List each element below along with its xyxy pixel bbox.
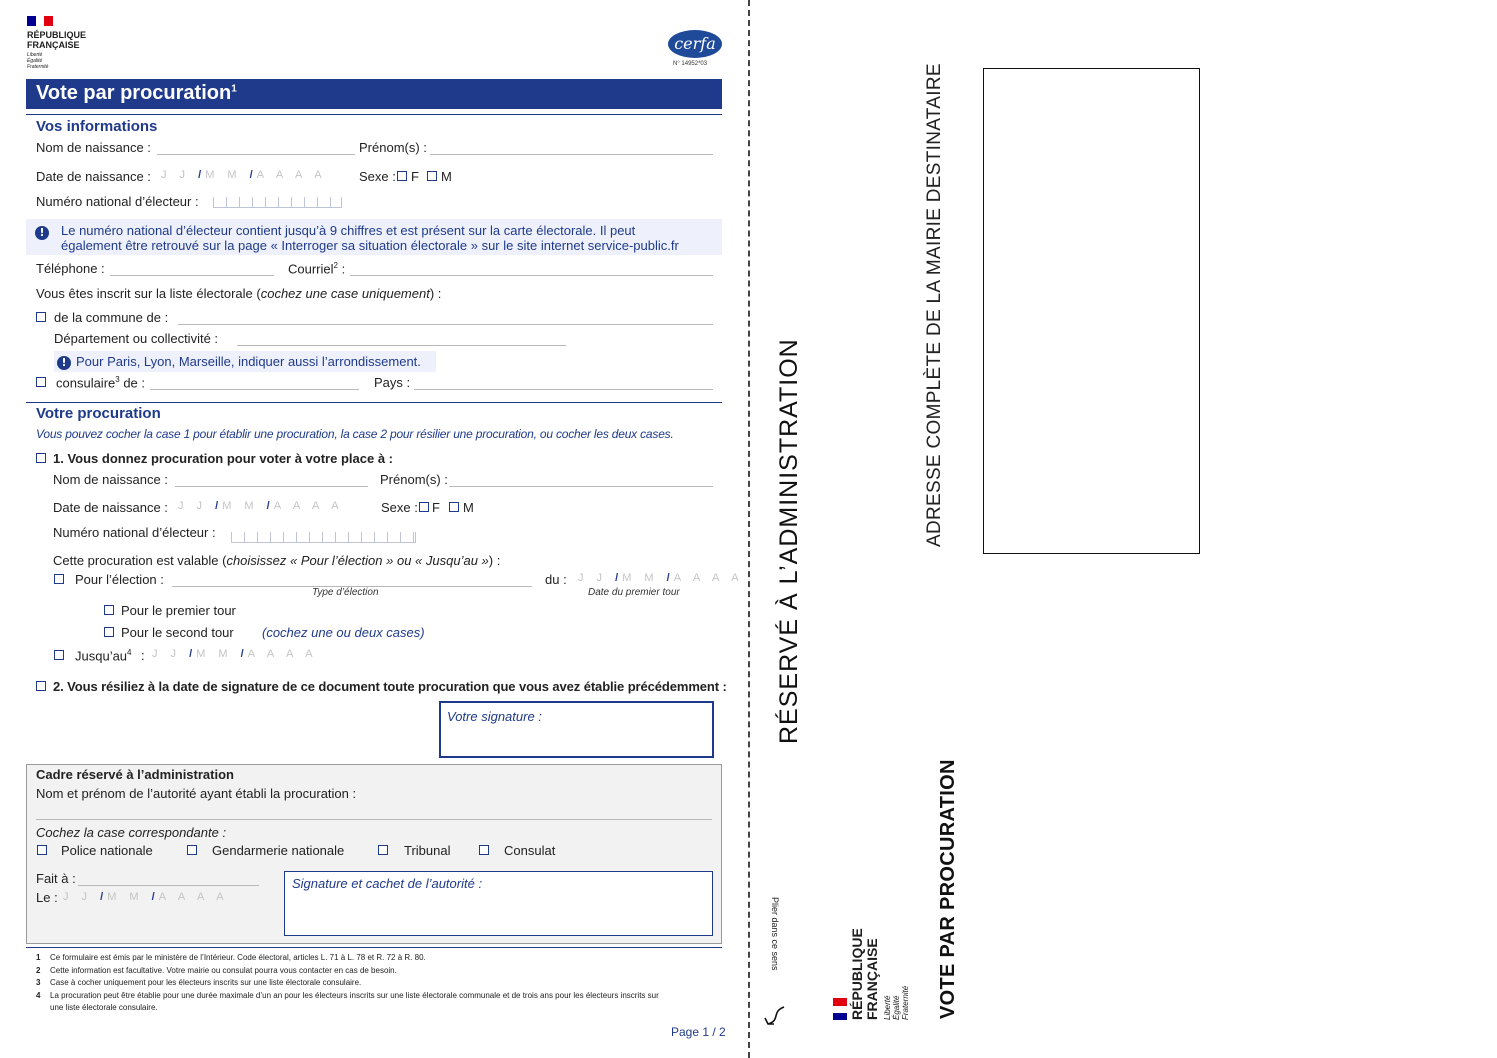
footnotes-rule bbox=[26, 947, 722, 948]
mandataire-sexe-m-checkbox[interactable] bbox=[449, 502, 459, 512]
pays-label: Pays : bbox=[374, 375, 411, 390]
fait-label: Fait à : bbox=[36, 871, 76, 886]
courriel-label: Courriel$^2$ : bbox=[288, 261, 346, 277]
admin-title: Cadre réservé à l’administration bbox=[36, 767, 234, 782]
date-naissance-label: Date de naissance : bbox=[36, 169, 151, 184]
jusquau-sup: 4 bbox=[127, 648, 132, 657]
premier-tour-date-input[interactable] bbox=[578, 572, 744, 584]
gendarmerie-label: Gendarmerie nationale bbox=[212, 843, 345, 858]
mm-placeholder: M M bbox=[622, 572, 659, 584]
address-box[interactable] bbox=[983, 68, 1200, 554]
info-icon: ! bbox=[57, 356, 71, 370]
date-sep: / bbox=[666, 572, 674, 584]
le-date-input[interactable] bbox=[63, 891, 229, 903]
aaaa-placeholder: A A A A bbox=[158, 891, 229, 903]
nne-input[interactable] bbox=[213, 197, 342, 208]
departement-input[interactable] bbox=[237, 345, 566, 346]
mandataire-prenom-label: Prénom(s) : bbox=[380, 472, 448, 487]
logo-line-1: RÉPUBLIQUE bbox=[27, 30, 87, 40]
premier-tour-label: Pour le premier tour bbox=[121, 603, 236, 618]
du-label: du : bbox=[545, 572, 567, 587]
nne-info-line-1: Le numéro national d’électeur contient jusqu’à 9 chiffres et est présent sur la carte électorale. Il peut bbox=[61, 223, 636, 238]
consulat-checkbox[interactable] bbox=[479, 845, 489, 855]
second-tour-label: Pour le second tour bbox=[121, 625, 234, 640]
option1-checkbox[interactable] bbox=[36, 453, 46, 463]
date-sep: / bbox=[266, 500, 274, 512]
mandataire-sexe-label: Sexe : bbox=[381, 500, 418, 515]
date-sep: / bbox=[100, 891, 108, 903]
footnote-text: Cette information est facultative. Votre mairie ou consulat pourra vous contacter en cas de besoin. bbox=[50, 965, 397, 975]
date-sep: / bbox=[215, 500, 223, 512]
form-title-sup: 1 bbox=[231, 83, 237, 95]
mandataire-nne-label: Numéro national d’électeur : bbox=[53, 525, 216, 540]
nne-label: Numéro national d’électeur : bbox=[36, 194, 199, 209]
mandataire-sexe-m-label: M bbox=[463, 500, 474, 515]
page-number: Page 1 / 2 bbox=[671, 1025, 726, 1039]
pays-input[interactable] bbox=[414, 389, 713, 390]
commune-checkbox[interactable] bbox=[36, 312, 46, 322]
date-naissance-input[interactable] bbox=[161, 169, 327, 181]
footnote-number: 1 bbox=[36, 953, 41, 962]
footnote-text: Ce formulaire est émis par le ministère de l’Intérieur. Code électoral, articles L. 71 à L. 78 et R. 72 à R. 80. bbox=[50, 953, 426, 962]
gendarmerie-checkbox[interactable] bbox=[187, 845, 197, 855]
marianne-flag-icon bbox=[27, 16, 53, 26]
option2-label: 2. Vous résiliez à la date de signature de ce document toute procuration que vous avez établie précédemment : bbox=[53, 679, 727, 694]
courriel-input[interactable] bbox=[350, 275, 713, 276]
section2-rule bbox=[26, 402, 722, 403]
inscrit-label bbox=[36, 286, 441, 301]
fait-input[interactable] bbox=[78, 885, 259, 886]
jusquau-colon: : bbox=[141, 648, 145, 663]
sexe-f-checkbox[interactable] bbox=[397, 171, 407, 181]
nne-info-line-2: également être retrouvé sur la page « Interroger sa situation électorale » sur le site internet service-public.fr bbox=[61, 238, 679, 253]
type-election-caption: Type d’élection bbox=[312, 587, 379, 598]
prenom-input[interactable] bbox=[430, 154, 713, 155]
adresse-mairie: ADRESSE COMPLÈTE DE LA MAIRIE DESTINATAIRE bbox=[924, 63, 945, 547]
sexe-m-checkbox[interactable] bbox=[427, 171, 437, 181]
courriel-sup: 2 bbox=[333, 261, 338, 270]
footnote-number: 2 bbox=[36, 965, 41, 975]
republique-logo bbox=[27, 16, 86, 70]
aaaa-placeholder: A A A A bbox=[247, 648, 318, 660]
consulaire-label bbox=[56, 375, 145, 390]
cerfa-logo: cerfa bbox=[668, 30, 722, 58]
tribunal-label: Tribunal bbox=[404, 843, 451, 858]
logo-line-2: FRANÇAISE bbox=[864, 938, 880, 1020]
prenom-label: Prénom(s) : bbox=[359, 140, 427, 155]
valable-italic: choisissez « Pour l’élection » ou « Jusqu’au » bbox=[226, 553, 489, 568]
consulaire-input[interactable] bbox=[150, 389, 359, 390]
footnote bbox=[36, 966, 722, 979]
date-premier-tour-caption: Date du premier tour bbox=[588, 587, 680, 598]
motto-3: Fraternité bbox=[901, 985, 910, 1020]
option1-label: 1. Vous donnez procuration pour voter à votre place à : bbox=[53, 451, 393, 466]
info-icon: ! bbox=[35, 226, 49, 240]
departement-label: Département ou collectivité : bbox=[54, 331, 219, 346]
sexe-m-label: M bbox=[441, 169, 452, 184]
section2-subtitle: Vous pouvez cocher la case 1 pour établir une procuration, la case 2 pour résilier une procuration, ou cocher les deux cases. bbox=[36, 427, 674, 441]
autorite-signature-label: Signature et cachet de l’autorité : bbox=[292, 876, 483, 891]
valable-pre: Cette procuration est valable ( bbox=[53, 553, 227, 568]
mandataire-sexe-f-label: F bbox=[432, 500, 440, 515]
consulaire-checkbox[interactable] bbox=[36, 377, 46, 387]
courriel-text: Courriel bbox=[288, 261, 334, 277]
motto-2: Égalité bbox=[892, 995, 901, 1020]
telephone-label: Téléphone : bbox=[36, 261, 105, 276]
republique-logo-rotated bbox=[833, 924, 923, 1020]
aaaa-placeholder: A A A A bbox=[273, 500, 344, 512]
jj-placeholder: J J bbox=[63, 891, 93, 903]
option2-checkbox[interactable] bbox=[36, 681, 46, 691]
footnote bbox=[36, 953, 722, 966]
motto-3: Fraternité bbox=[27, 64, 49, 70]
mm-placeholder: M M bbox=[196, 648, 233, 660]
inscrit-italic: cochez une case uniquement bbox=[260, 286, 430, 301]
mm-placeholder: M M bbox=[222, 500, 259, 512]
reserve-administration: RÉSERVÉ À L’ADMINISTRATION bbox=[775, 338, 803, 744]
commune-label: de la commune de : bbox=[54, 310, 169, 325]
valable-label bbox=[53, 553, 500, 568]
mandataire-date-label: Date de naissance : bbox=[53, 500, 168, 515]
footnote bbox=[36, 991, 722, 1004]
jj-placeholder: J J bbox=[152, 648, 182, 660]
form-title bbox=[36, 82, 237, 105]
date-sep: / bbox=[189, 648, 197, 660]
nom-input[interactable] bbox=[157, 154, 355, 155]
mandataire-sexe-f-checkbox[interactable] bbox=[419, 502, 429, 512]
premier-tour-checkbox[interactable] bbox=[104, 605, 114, 615]
motto-2: Égalité bbox=[27, 58, 43, 64]
autorite-input[interactable] bbox=[36, 819, 712, 820]
plier-instruction: Plier dans ce sens bbox=[770, 897, 780, 971]
jj-placeholder: J J bbox=[178, 500, 208, 512]
signature-label: Votre signature : bbox=[447, 709, 542, 724]
mandataire-nom-input[interactable] bbox=[175, 486, 368, 487]
footnote-text: Case à cocher uniquement pour les électeurs inscrits sur une liste électorale consulaire. bbox=[50, 978, 362, 987]
consulat-label: Consulat bbox=[504, 843, 556, 858]
date-sep: / bbox=[249, 169, 257, 181]
jusquau-label bbox=[75, 648, 132, 663]
election-label: Pour l’élection : bbox=[75, 572, 164, 587]
second-tour-checkbox[interactable] bbox=[104, 627, 114, 637]
marianne-flag-icon bbox=[833, 998, 847, 1020]
aaaa-placeholder: A A A A bbox=[673, 572, 744, 584]
police-checkbox[interactable] bbox=[37, 845, 47, 855]
date-sep: / bbox=[198, 169, 206, 181]
cochez-label: Cochez la case correspondante : bbox=[36, 825, 227, 840]
nom-label: Nom de naissance : bbox=[36, 140, 151, 155]
mandataire-prenom-input[interactable] bbox=[449, 486, 713, 487]
valable-post: ) : bbox=[488, 553, 501, 568]
consulaire-text: consulaire bbox=[56, 375, 116, 391]
footnote-number: 3 bbox=[36, 978, 41, 987]
consulaire-sup: 3 bbox=[115, 375, 120, 384]
inscrit-pre: Vous êtes inscrit sur la liste électorale ( bbox=[36, 286, 261, 301]
vote-par-procuration-vertical: VOTE PAR PROCURATION bbox=[937, 759, 959, 1019]
logo-line-1: RÉPUBLIQUE bbox=[849, 928, 865, 1020]
jj-placeholder: J J bbox=[578, 572, 608, 584]
tribunal-checkbox[interactable] bbox=[378, 845, 388, 855]
section-vos-informations-title: Vos informations bbox=[36, 118, 158, 135]
footnote-number: 4 bbox=[36, 990, 41, 1000]
cerfa-number: N° 14952*03 bbox=[673, 61, 708, 67]
mandataire-nom-label: Nom de naissance : bbox=[53, 472, 168, 487]
election-checkbox[interactable] bbox=[54, 574, 64, 584]
date-sep: / bbox=[151, 891, 159, 903]
mandataire-nne-input[interactable] bbox=[231, 532, 416, 543]
motto-1: Liberté bbox=[883, 995, 892, 1020]
mm-placeholder: M M bbox=[107, 891, 144, 903]
inscrit-post: ) : bbox=[429, 286, 442, 301]
commune-input[interactable] bbox=[178, 324, 713, 325]
fold-arrow-icon bbox=[763, 1002, 789, 1033]
title-underline bbox=[26, 114, 722, 115]
paris-info-text: Pour Paris, Lyon, Marseille, indiquer aussi l’arrondissement. bbox=[76, 354, 421, 369]
footnote bbox=[36, 978, 722, 991]
jusquau-date-input[interactable] bbox=[152, 648, 318, 660]
autorite-label: Nom et prénom de l’autorité ayant établi la procuration : bbox=[36, 786, 357, 801]
motto-1: Liberté bbox=[27, 52, 43, 58]
date-sep: / bbox=[615, 572, 623, 584]
sexe-f-label: F bbox=[411, 169, 419, 184]
sexe-label: Sexe : bbox=[359, 169, 396, 184]
footnote-text: La procuration peut être établie pour une durée maximale d’un an pour les électeurs inscrits sur une liste électorale communale et de trois ans pour les électeurs inscrits sur bbox=[50, 990, 659, 1000]
section-votre-procuration-title: Votre procuration bbox=[36, 405, 161, 422]
footnotes bbox=[36, 953, 722, 1016]
cochez-tours-hint: (cochez une ou deux cases) bbox=[262, 625, 425, 640]
date-sep: / bbox=[240, 648, 248, 660]
mandataire-date-input[interactable] bbox=[178, 500, 344, 512]
police-label: Police nationale bbox=[61, 843, 153, 858]
telephone-input[interactable] bbox=[110, 275, 274, 276]
logo-line-2: FRANÇAISE bbox=[27, 40, 80, 50]
mm-placeholder: M M bbox=[205, 169, 242, 181]
fold-line bbox=[748, 0, 750, 1058]
form-title-text: Vote par procuration bbox=[36, 82, 232, 104]
le-label: Le : bbox=[36, 890, 58, 905]
jj-placeholder: J J bbox=[161, 169, 191, 181]
footnote-text: une liste électorale consulaire. bbox=[50, 1003, 158, 1012]
footnote bbox=[36, 1003, 722, 1016]
jusquau-text: Jusqu’au bbox=[75, 648, 128, 664]
jusquau-checkbox[interactable] bbox=[54, 650, 64, 660]
consulaire-post: de : bbox=[119, 375, 146, 391]
aaaa-placeholder: A A A A bbox=[256, 169, 327, 181]
